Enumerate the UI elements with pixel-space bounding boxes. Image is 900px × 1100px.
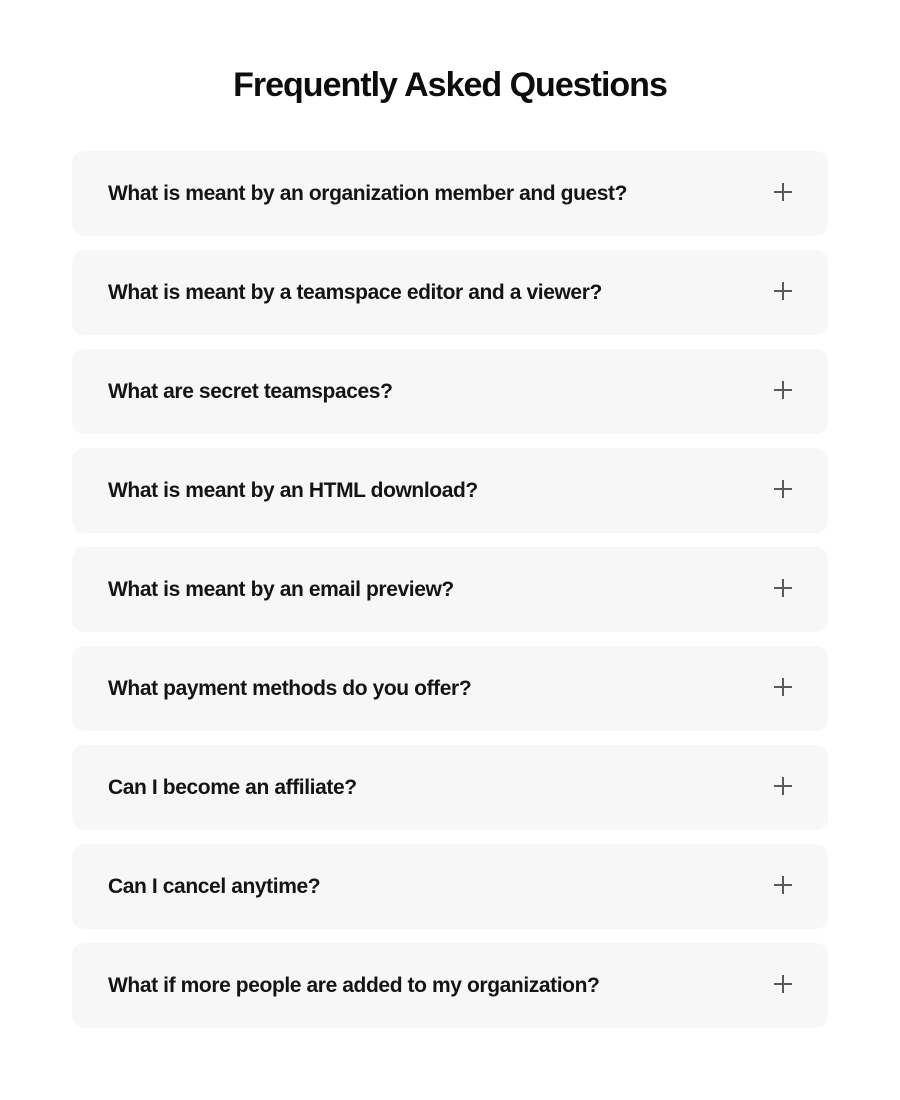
plus-icon[interactable] xyxy=(774,282,792,300)
faq-item-affiliate[interactable] xyxy=(72,745,828,830)
page-title: Frequently Asked Questions xyxy=(233,66,667,104)
faq-question: What if more people are added to my organization? xyxy=(108,973,600,997)
faq-question: What payment methods do you offer? xyxy=(108,676,472,700)
faq-item-more-people-added[interactable] xyxy=(72,943,828,1028)
plus-icon[interactable] xyxy=(774,678,792,696)
faq-item-organization-member-guest[interactable] xyxy=(72,151,828,236)
faq-question: What is meant by an HTML download? xyxy=(108,478,478,502)
faq-item-secret-teamspaces[interactable] xyxy=(72,349,828,434)
faq-question: What is meant by an email preview? xyxy=(108,577,454,601)
plus-icon[interactable] xyxy=(774,876,792,894)
faq-item-teamspace-editor-viewer[interactable] xyxy=(72,250,828,335)
faq-item-payment-methods[interactable] xyxy=(72,646,828,731)
plus-icon[interactable] xyxy=(774,579,792,597)
plus-icon[interactable] xyxy=(774,480,792,498)
faq-item-cancel-anytime[interactable] xyxy=(72,844,828,929)
faq-item-html-download[interactable] xyxy=(72,448,828,533)
faq-question: What are secret teamspaces? xyxy=(108,379,393,403)
faq-list xyxy=(72,151,828,1042)
plus-icon[interactable] xyxy=(774,777,792,795)
faq-question: What is meant by a teamspace editor and a viewer? xyxy=(108,280,602,304)
faq-question: Can I become an affiliate? xyxy=(108,775,357,799)
faq-question: What is meant by an organization member and guest? xyxy=(108,181,628,205)
plus-icon[interactable] xyxy=(774,975,792,993)
faq-question: Can I cancel anytime? xyxy=(108,874,321,898)
plus-icon[interactable] xyxy=(774,183,792,201)
faq-item-email-preview[interactable] xyxy=(72,547,828,632)
plus-icon[interactable] xyxy=(774,381,792,399)
